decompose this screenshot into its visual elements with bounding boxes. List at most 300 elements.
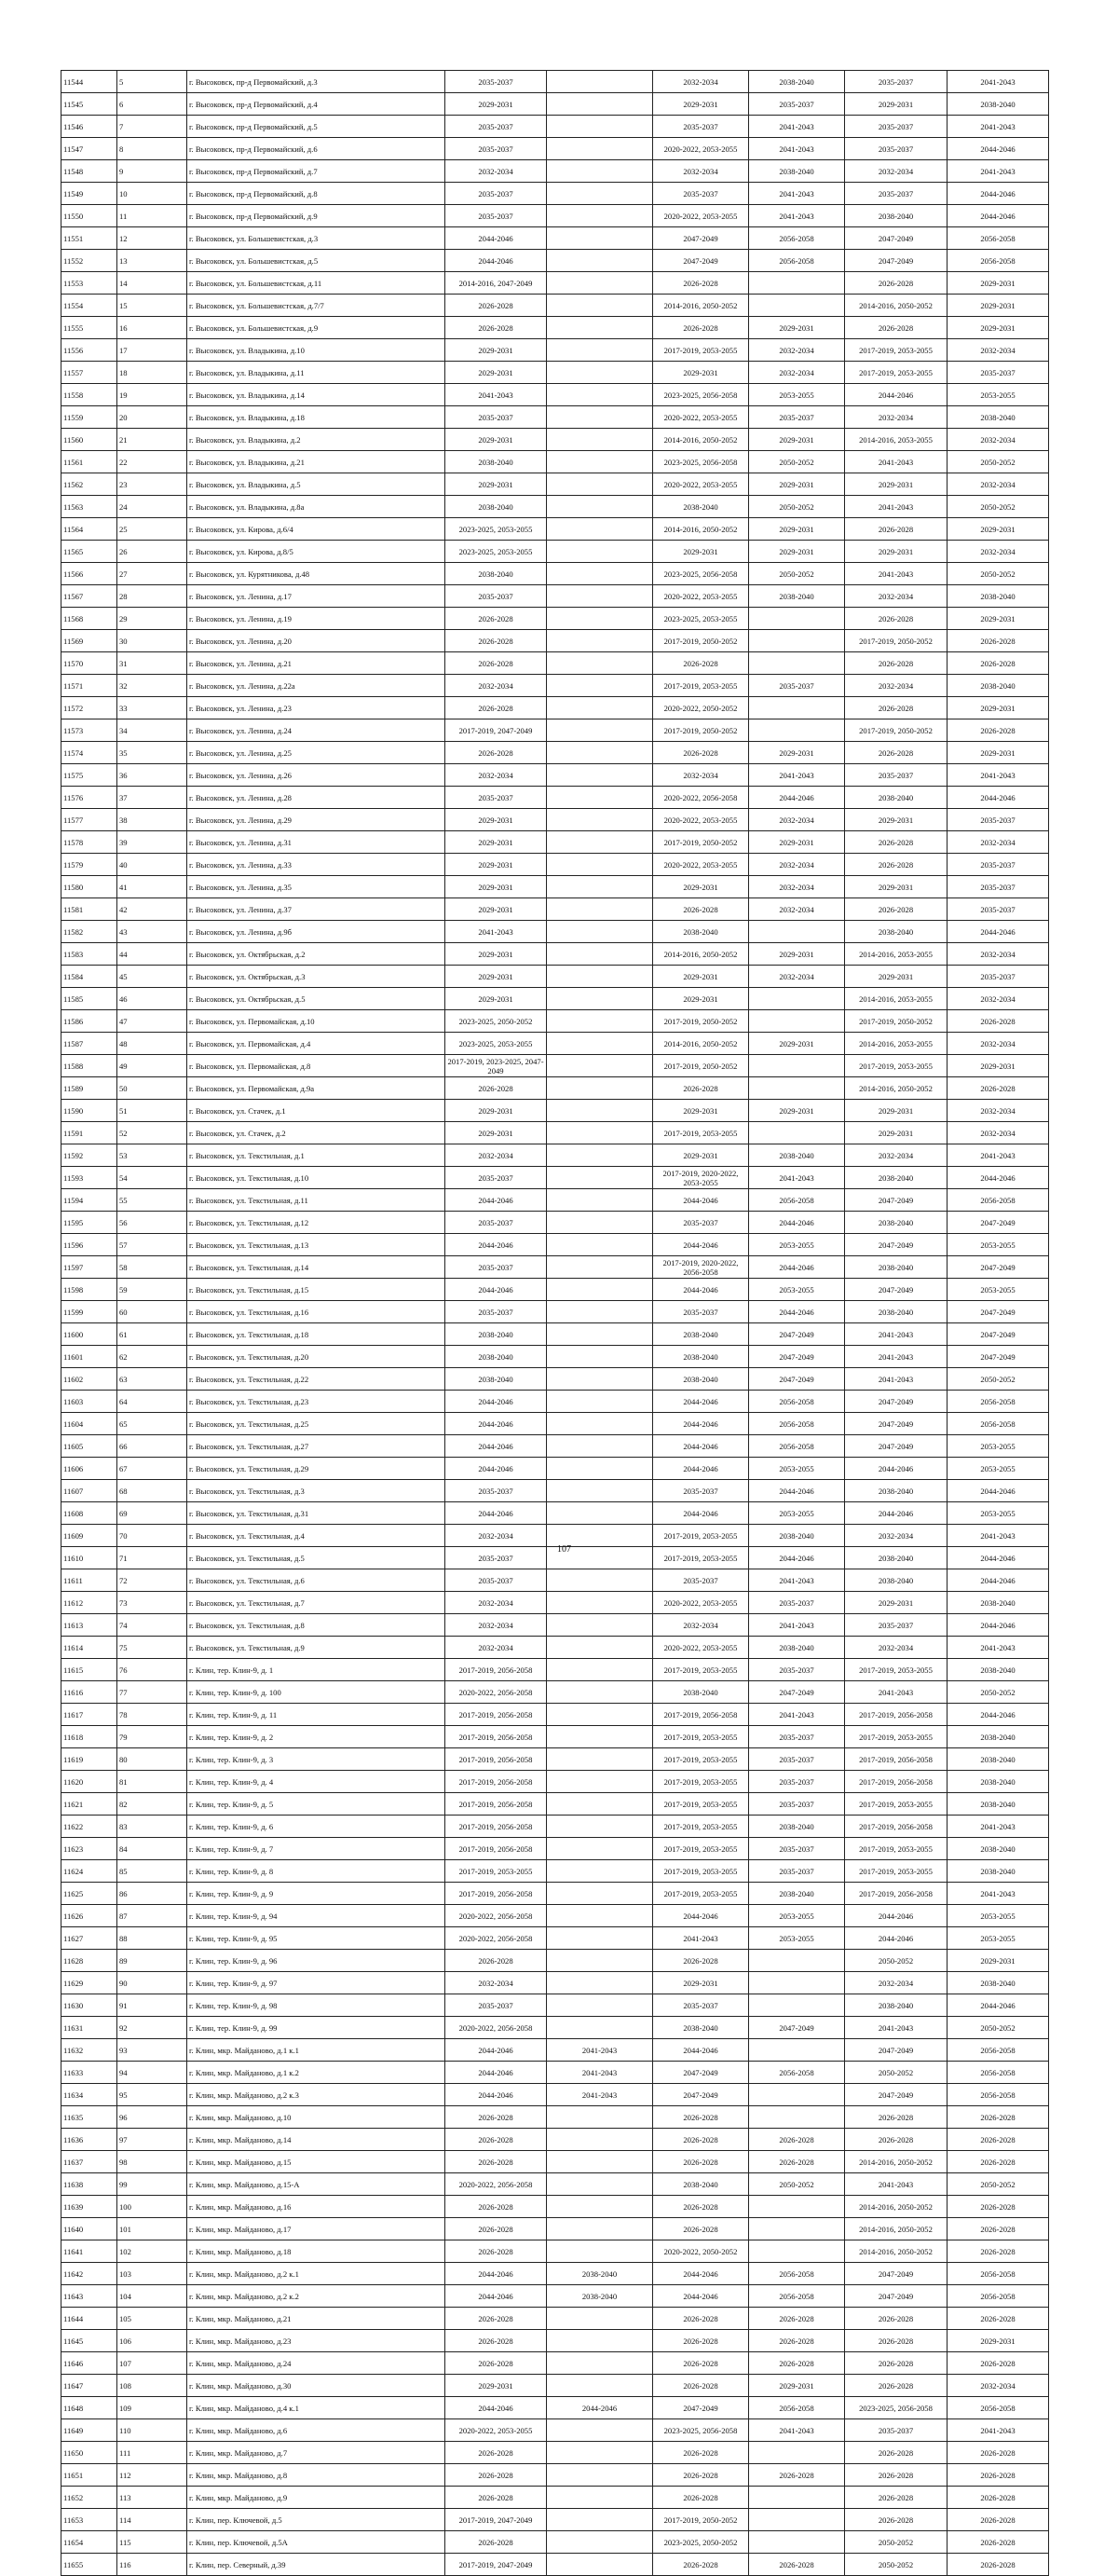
period-col-7-cell <box>749 1055 845 1077</box>
period-col-6-cell: 2017-2019, 2020-2022, 2053-2055 <box>653 1167 749 1189</box>
address-cell: г. Клин, тер. Клин-9, д. 7 <box>187 1838 445 1860</box>
period-col-9-cell: 2029-2031 <box>948 295 1049 317</box>
period-col-8-cell: 2035-2037 <box>845 764 948 787</box>
period-col-4-cell: 2035-2037 <box>445 183 547 205</box>
address-cell: г. Клин, тер. Клин-9, д. 1 <box>187 1659 445 1681</box>
period-col-9-cell: 2029-2031 <box>948 697 1049 719</box>
table-row <box>61 541 1049 563</box>
period-col-7-cell: 2029-2031 <box>749 2375 845 2397</box>
period-col-6-cell: 2032-2034 <box>653 160 749 183</box>
period-col-7-cell: 2056-2058 <box>749 250 845 272</box>
period-col-8-cell: 2017-2019, 2053-2055 <box>845 362 948 384</box>
table-row <box>61 2218 1049 2240</box>
period-col-9-cell: 2050-2052 <box>948 1681 1049 1704</box>
record-id-cell: 11644 <box>61 2308 117 2330</box>
row-number-cell: 50 <box>117 1077 187 1100</box>
period-col-9-cell: 2026-2028 <box>948 2240 1049 2263</box>
period-col-4-cell: 2029-2031 <box>445 854 547 876</box>
table-row <box>61 966 1049 988</box>
period-col-9-cell: 2053-2055 <box>948 1435 1049 1458</box>
period-col-9-cell: 2029-2031 <box>948 742 1049 764</box>
period-col-4-cell: 2038-2040 <box>445 451 547 473</box>
row-number-cell: 109 <box>117 2397 187 2419</box>
address-cell: г. Высоковск, ул. Ленина, д.21 <box>187 652 445 675</box>
period-col-8-cell: 2014-2016, 2050-2052 <box>845 2196 948 2218</box>
period-col-5-cell <box>547 1502 653 1525</box>
period-col-8-cell: 2041-2043 <box>845 563 948 585</box>
period-col-9-cell: 2056-2058 <box>948 2285 1049 2308</box>
period-col-6-cell: 2047-2049 <box>653 2397 749 2419</box>
row-number-cell: 24 <box>117 496 187 518</box>
period-col-7-cell: 2047-2049 <box>749 1323 845 1346</box>
period-col-7-cell <box>749 2106 845 2129</box>
period-col-9-cell: 2047-2049 <box>948 1301 1049 1323</box>
period-col-6-cell: 2017-2019, 2053-2055 <box>653 1525 749 1547</box>
period-col-9-cell: 2053-2055 <box>948 1234 1049 1256</box>
period-col-5-cell <box>547 1972 653 1994</box>
record-id-cell: 11615 <box>61 1659 117 1681</box>
address-cell: г. Высоковск, ул. Большевистская, д.11 <box>187 272 445 295</box>
period-col-7-cell: 2056-2058 <box>749 2285 845 2308</box>
period-col-5-cell <box>547 1391 653 1413</box>
row-number-cell: 58 <box>117 1256 187 1279</box>
period-col-6-cell: 2035-2037 <box>653 116 749 138</box>
period-col-8-cell: 2044-2046 <box>845 1905 948 1927</box>
address-cell: г. Высоковск, ул. Ленина, д.37 <box>187 898 445 921</box>
table-row <box>61 1793 1049 1816</box>
record-id-cell: 11576 <box>61 787 117 809</box>
period-col-4-cell: 2032-2034 <box>445 1972 547 1994</box>
table-row <box>61 2084 1049 2106</box>
period-col-4-cell: 2023-2025, 2053-2055 <box>445 1033 547 1055</box>
period-col-6-cell: 2014-2016, 2050-2052 <box>653 518 749 541</box>
table-row <box>61 1592 1049 1614</box>
row-number-cell: 15 <box>117 295 187 317</box>
address-cell: г. Высоковск, ул. Ленина, д.20 <box>187 630 445 652</box>
period-col-8-cell: 2017-2019, 2050-2052 <box>845 719 948 742</box>
period-col-4-cell: 2032-2034 <box>445 1637 547 1659</box>
period-col-5-cell <box>547 295 653 317</box>
record-id-cell: 11580 <box>61 876 117 898</box>
period-col-9-cell: 2050-2052 <box>948 451 1049 473</box>
address-cell: г. Клин, мкр. Майданово, д.18 <box>187 2240 445 2263</box>
period-col-7-cell: 2026-2028 <box>749 2151 845 2173</box>
table-row <box>61 451 1049 473</box>
period-col-8-cell: 2047-2049 <box>845 1413 948 1435</box>
period-col-4-cell: 2035-2037 <box>445 1569 547 1592</box>
address-cell: г. Высоковск, ул. Владыкина, д.11 <box>187 362 445 384</box>
row-number-cell: 48 <box>117 1033 187 1055</box>
period-col-4-cell: 2041-2043 <box>445 921 547 943</box>
table-row <box>61 2173 1049 2196</box>
period-col-6-cell: 2026-2028 <box>653 2375 749 2397</box>
period-col-9-cell: 2038-2040 <box>948 675 1049 697</box>
period-col-8-cell: 2038-2040 <box>845 205 948 227</box>
period-col-4-cell: 2017-2019, 2056-2058 <box>445 1726 547 1748</box>
period-col-5-cell <box>547 2106 653 2129</box>
period-col-8-cell: 2014-2016, 2053-2055 <box>845 1033 948 1055</box>
period-col-6-cell: 2038-2040 <box>653 2173 749 2196</box>
period-col-6-cell: 2026-2028 <box>653 2330 749 2352</box>
row-number-cell: 26 <box>117 541 187 563</box>
record-id-cell: 11620 <box>61 1771 117 1793</box>
period-col-5-cell <box>547 608 653 630</box>
row-number-cell: 115 <box>117 2531 187 2554</box>
period-col-6-cell: 2017-2019, 2050-2052 <box>653 1055 749 1077</box>
period-col-7-cell: 2035-2037 <box>749 1860 845 1883</box>
period-col-6-cell: 2026-2028 <box>653 2129 749 2151</box>
period-col-8-cell: 2038-2040 <box>845 1480 948 1502</box>
period-col-5-cell <box>547 2442 653 2464</box>
address-cell: г. Клин, тер. Клин-9, д. 100 <box>187 1681 445 1704</box>
period-col-6-cell: 2017-2019, 2050-2052 <box>653 630 749 652</box>
period-col-7-cell: 2050-2052 <box>749 496 845 518</box>
period-col-5-cell <box>547 1748 653 1771</box>
record-id-cell: 11640 <box>61 2218 117 2240</box>
period-col-9-cell: 2026-2028 <box>948 652 1049 675</box>
period-col-4-cell: 2029-2031 <box>445 339 547 362</box>
period-col-5-cell <box>547 854 653 876</box>
record-id-cell: 11574 <box>61 742 117 764</box>
period-col-9-cell: 2038-2040 <box>948 1793 1049 1816</box>
period-col-7-cell: 2029-2031 <box>749 1100 845 1122</box>
table-row <box>61 160 1049 183</box>
period-col-8-cell: 2047-2049 <box>845 2084 948 2106</box>
period-col-7-cell <box>749 2196 845 2218</box>
table-row <box>61 406 1049 429</box>
period-col-5-cell <box>547 71 653 93</box>
period-col-7-cell: 2047-2049 <box>749 1346 845 1368</box>
record-id-cell: 11606 <box>61 1458 117 1480</box>
period-col-7-cell: 2029-2031 <box>749 1033 845 1055</box>
period-col-4-cell: 2044-2046 <box>445 1391 547 1413</box>
address-cell: г. Высоковск, ул. Курятникова, д.48 <box>187 563 445 585</box>
period-col-5-cell: 2044-2046 <box>547 2397 653 2419</box>
period-col-5-cell <box>547 809 653 831</box>
period-col-6-cell: 2017-2019, 2020-2022, 2056-2058 <box>653 1256 749 1279</box>
table-row <box>61 2263 1049 2285</box>
table-row <box>61 1637 1049 1659</box>
row-number-cell: 10 <box>117 183 187 205</box>
period-col-5-cell <box>547 451 653 473</box>
period-col-7-cell: 2041-2043 <box>749 1167 845 1189</box>
row-number-cell: 100 <box>117 2196 187 2218</box>
address-cell: г. Высоковск, ул. Владыкина, д.10 <box>187 339 445 362</box>
record-id-cell: 11625 <box>61 1883 117 1905</box>
period-col-7-cell <box>749 272 845 295</box>
row-number-cell: 66 <box>117 1435 187 1458</box>
row-number-cell: 80 <box>117 1748 187 1771</box>
table-row <box>61 473 1049 496</box>
period-col-5-cell <box>547 2419 653 2442</box>
period-col-9-cell: 2056-2058 <box>948 2062 1049 2084</box>
row-number-cell: 104 <box>117 2285 187 2308</box>
period-col-5-cell <box>547 1279 653 1301</box>
address-cell: г. Клин, тер. Клин-9, д. 8 <box>187 1860 445 1883</box>
row-number-cell: 89 <box>117 1950 187 1972</box>
row-number-cell: 49 <box>117 1055 187 1077</box>
record-id-cell: 11551 <box>61 227 117 250</box>
period-col-8-cell: 2017-2019, 2050-2052 <box>845 630 948 652</box>
period-col-8-cell: 2047-2049 <box>845 2039 948 2062</box>
record-id-cell: 11557 <box>61 362 117 384</box>
period-col-7-cell: 2056-2058 <box>749 1189 845 1212</box>
period-col-9-cell: 2044-2046 <box>948 1167 1049 1189</box>
period-col-6-cell: 2044-2046 <box>653 2285 749 2308</box>
period-col-6-cell: 2026-2028 <box>653 1077 749 1100</box>
record-id-cell: 11582 <box>61 921 117 943</box>
period-col-4-cell: 2044-2046 <box>445 1413 547 1435</box>
period-col-7-cell: 2029-2031 <box>749 429 845 451</box>
period-col-5-cell <box>547 1771 653 1793</box>
period-col-8-cell: 2038-2040 <box>845 1994 948 2017</box>
period-col-9-cell: 2026-2028 <box>948 2151 1049 2173</box>
period-col-5-cell <box>547 541 653 563</box>
record-id-cell: 11589 <box>61 1077 117 1100</box>
period-col-6-cell: 2035-2037 <box>653 1994 749 2017</box>
row-number-cell: 60 <box>117 1301 187 1323</box>
period-col-9-cell: 2032-2034 <box>948 1033 1049 1055</box>
period-col-5-cell <box>547 1659 653 1681</box>
period-col-6-cell: 2020-2022, 2053-2055 <box>653 205 749 227</box>
period-col-9-cell: 2056-2058 <box>948 2084 1049 2106</box>
period-col-5-cell: 2038-2040 <box>547 2263 653 2285</box>
row-number-cell: 82 <box>117 1793 187 1816</box>
table-row <box>61 1950 1049 1972</box>
period-col-9-cell: 2032-2034 <box>948 1122 1049 1144</box>
period-col-9-cell: 2032-2034 <box>948 2375 1049 2397</box>
period-col-5-cell <box>547 1525 653 1547</box>
period-col-4-cell: 2035-2037 <box>445 406 547 429</box>
record-id-cell: 11588 <box>61 1055 117 1077</box>
period-col-7-cell: 2041-2043 <box>749 116 845 138</box>
row-number-cell: 38 <box>117 809 187 831</box>
period-col-4-cell: 2026-2028 <box>445 2196 547 2218</box>
period-col-6-cell: 2026-2028 <box>653 2218 749 2240</box>
period-col-4-cell: 2029-2031 <box>445 1100 547 1122</box>
period-col-8-cell: 2035-2037 <box>845 138 948 160</box>
period-col-6-cell: 2026-2028 <box>653 2196 749 2218</box>
record-id-cell: 11568 <box>61 608 117 630</box>
record-id-cell: 11583 <box>61 943 117 966</box>
address-cell: г. Высоковск, ул. Ленина, д.29 <box>187 809 445 831</box>
table-row <box>61 719 1049 742</box>
row-number-cell: 93 <box>117 2039 187 2062</box>
record-id-cell: 11555 <box>61 317 117 339</box>
record-id-cell: 11647 <box>61 2375 117 2397</box>
period-col-4-cell: 2035-2037 <box>445 1167 547 1189</box>
period-col-5-cell <box>547 1614 653 1637</box>
period-col-7-cell: 2035-2037 <box>749 1771 845 1793</box>
record-id-cell: 11603 <box>61 1391 117 1413</box>
record-id-cell: 11590 <box>61 1100 117 1122</box>
period-col-9-cell: 2029-2031 <box>948 608 1049 630</box>
period-col-9-cell: 2044-2046 <box>948 1704 1049 1726</box>
period-col-4-cell: 2038-2040 <box>445 496 547 518</box>
period-col-9-cell: 2032-2034 <box>948 429 1049 451</box>
period-col-7-cell <box>749 2218 845 2240</box>
table-row <box>61 1681 1049 1704</box>
period-col-8-cell: 2026-2028 <box>845 2464 948 2487</box>
period-col-4-cell: 2026-2028 <box>445 2442 547 2464</box>
period-col-4-cell: 2032-2034 <box>445 1592 547 1614</box>
period-col-7-cell <box>749 652 845 675</box>
period-col-9-cell: 2038-2040 <box>948 1659 1049 1681</box>
table-row <box>61 93 1049 116</box>
record-id-cell: 11601 <box>61 1346 117 1368</box>
table-row <box>61 317 1049 339</box>
record-id-cell: 11602 <box>61 1368 117 1391</box>
record-id-cell: 11575 <box>61 764 117 787</box>
period-col-8-cell: 2026-2028 <box>845 2330 948 2352</box>
period-col-7-cell: 2035-2037 <box>749 1838 845 1860</box>
table-row <box>61 2062 1049 2084</box>
address-cell: г. Высоковск, ул. Текстильная, д.3 <box>187 1480 445 1502</box>
period-col-9-cell: 2041-2043 <box>948 160 1049 183</box>
period-col-8-cell: 2032-2034 <box>845 406 948 429</box>
record-id-cell: 11651 <box>61 2464 117 2487</box>
period-col-5-cell <box>547 1144 653 1167</box>
period-col-5-cell <box>547 272 653 295</box>
record-id-cell: 11631 <box>61 2017 117 2039</box>
period-col-5-cell <box>547 2129 653 2151</box>
record-id-cell: 11653 <box>61 2509 117 2531</box>
period-col-4-cell: 2044-2046 <box>445 2263 547 2285</box>
row-number-cell: 63 <box>117 1368 187 1391</box>
record-id-cell: 11594 <box>61 1189 117 1212</box>
period-col-7-cell: 2038-2040 <box>749 71 845 93</box>
period-col-7-cell: 2026-2028 <box>749 2330 845 2352</box>
period-col-9-cell: 2053-2055 <box>948 1279 1049 1301</box>
period-col-8-cell: 2032-2034 <box>845 1637 948 1659</box>
record-id-cell: 11608 <box>61 1502 117 1525</box>
period-col-4-cell: 2044-2046 <box>445 227 547 250</box>
row-number-cell: 18 <box>117 362 187 384</box>
row-number-cell: 85 <box>117 1860 187 1883</box>
period-col-5-cell <box>547 943 653 966</box>
period-col-8-cell: 2026-2028 <box>845 2509 948 2531</box>
period-col-4-cell: 2032-2034 <box>445 764 547 787</box>
period-col-4-cell: 2026-2028 <box>445 2352 547 2375</box>
address-cell: г. Высоковск, ул. Ленина, д.23 <box>187 697 445 719</box>
period-col-8-cell: 2038-2040 <box>845 787 948 809</box>
address-cell: г. Клин, мкр. Майданово, д.10 <box>187 2106 445 2129</box>
period-col-9-cell: 2056-2058 <box>948 2397 1049 2419</box>
period-col-9-cell: 2053-2055 <box>948 384 1049 406</box>
table-row <box>61 2039 1049 2062</box>
period-col-7-cell <box>749 921 845 943</box>
period-col-7-cell: 2047-2049 <box>749 2017 845 2039</box>
row-number-cell: 71 <box>117 1547 187 1569</box>
record-id-cell: 11607 <box>61 1480 117 1502</box>
row-number-cell: 77 <box>117 1681 187 1704</box>
row-number-cell: 111 <box>117 2442 187 2464</box>
period-col-9-cell: 2041-2043 <box>948 116 1049 138</box>
row-number-cell: 74 <box>117 1614 187 1637</box>
period-col-9-cell: 2053-2055 <box>948 1502 1049 1525</box>
address-cell: г. Высоковск, ул. Большевистская, д.5 <box>187 250 445 272</box>
period-col-7-cell: 2044-2046 <box>749 1301 845 1323</box>
record-id-cell: 11579 <box>61 854 117 876</box>
table-row <box>61 138 1049 160</box>
period-col-9-cell: 2044-2046 <box>948 1547 1049 1569</box>
period-col-4-cell: 2032-2034 <box>445 1144 547 1167</box>
table-row <box>61 384 1049 406</box>
period-col-5-cell <box>547 227 653 250</box>
period-col-7-cell: 2050-2052 <box>749 2173 845 2196</box>
period-col-9-cell: 2038-2040 <box>948 1838 1049 1860</box>
period-col-8-cell: 2041-2043 <box>845 1681 948 1704</box>
period-col-6-cell: 2020-2022, 2050-2052 <box>653 697 749 719</box>
period-col-9-cell: 2056-2058 <box>948 2039 1049 2062</box>
table-row <box>61 1234 1049 1256</box>
address-cell: г. Высоковск, ул. Текстильная, д.23 <box>187 1391 445 1413</box>
period-col-9-cell: 2050-2052 <box>948 2017 1049 2039</box>
period-col-7-cell: 2032-2034 <box>749 966 845 988</box>
period-col-6-cell: 2014-2016, 2050-2052 <box>653 295 749 317</box>
address-cell: г. Клин, мкр. Майданово, д.17 <box>187 2218 445 2240</box>
period-col-4-cell: 2026-2028 <box>445 2464 547 2487</box>
period-col-5-cell <box>547 362 653 384</box>
period-col-7-cell: 2056-2058 <box>749 2263 845 2285</box>
table-row <box>61 429 1049 451</box>
address-cell: г. Высоковск, ул. Ленина, д.35 <box>187 876 445 898</box>
record-id-cell: 11638 <box>61 2173 117 2196</box>
period-col-9-cell: 2035-2037 <box>948 876 1049 898</box>
row-number-cell: 30 <box>117 630 187 652</box>
record-id-cell: 11633 <box>61 2062 117 2084</box>
table-row <box>61 2464 1049 2487</box>
period-col-7-cell: 2029-2031 <box>749 831 845 854</box>
period-col-8-cell: 2035-2037 <box>845 2419 948 2442</box>
period-col-9-cell: 2050-2052 <box>948 563 1049 585</box>
table-row <box>61 764 1049 787</box>
row-number-cell: 90 <box>117 1972 187 1994</box>
address-cell: г. Высоковск, ул. Ленина, д.25 <box>187 742 445 764</box>
table-row <box>61 1435 1049 1458</box>
table-row <box>61 921 1049 943</box>
period-col-7-cell <box>749 1972 845 1994</box>
period-col-6-cell: 2017-2019, 2053-2055 <box>653 1748 749 1771</box>
period-col-7-cell: 2035-2037 <box>749 1592 845 1614</box>
period-col-5-cell <box>547 2352 653 2375</box>
row-number-cell: 45 <box>117 966 187 988</box>
period-col-7-cell <box>749 295 845 317</box>
row-number-cell: 27 <box>117 563 187 585</box>
address-cell: г. Высоковск, ул. Текстильная, д.5 <box>187 1547 445 1569</box>
row-number-cell: 101 <box>117 2218 187 2240</box>
address-cell: г. Высоковск, ул. Большевистская, д.3 <box>187 227 445 250</box>
record-id-cell: 11546 <box>61 116 117 138</box>
period-col-4-cell: 2020-2022, 2056-2058 <box>445 1905 547 1927</box>
period-col-4-cell: 2035-2037 <box>445 205 547 227</box>
period-col-6-cell: 2026-2028 <box>653 317 749 339</box>
address-cell: г. Клин, мкр. Майданово, д.16 <box>187 2196 445 2218</box>
address-cell: г. Клин, пер. Ключевой, д.5А <box>187 2531 445 2554</box>
period-col-5-cell: 2038-2040 <box>547 2285 653 2308</box>
period-col-7-cell: 2038-2040 <box>749 1637 845 1659</box>
row-number-cell: 6 <box>117 93 187 116</box>
address-cell: г. Клин, тер. Клин-9, д. 11 <box>187 1704 445 1726</box>
table-row <box>61 630 1049 652</box>
address-cell: г. Высоковск, ул. Владыкина, д.5 <box>187 473 445 496</box>
address-cell: г. Высоковск, ул. Текстильная, д.20 <box>187 1346 445 1368</box>
row-number-cell: 107 <box>117 2352 187 2375</box>
table-row <box>61 1860 1049 1883</box>
period-col-8-cell: 2029-2031 <box>845 1100 948 1122</box>
row-number-cell: 86 <box>117 1883 187 1905</box>
record-id-cell: 11581 <box>61 898 117 921</box>
